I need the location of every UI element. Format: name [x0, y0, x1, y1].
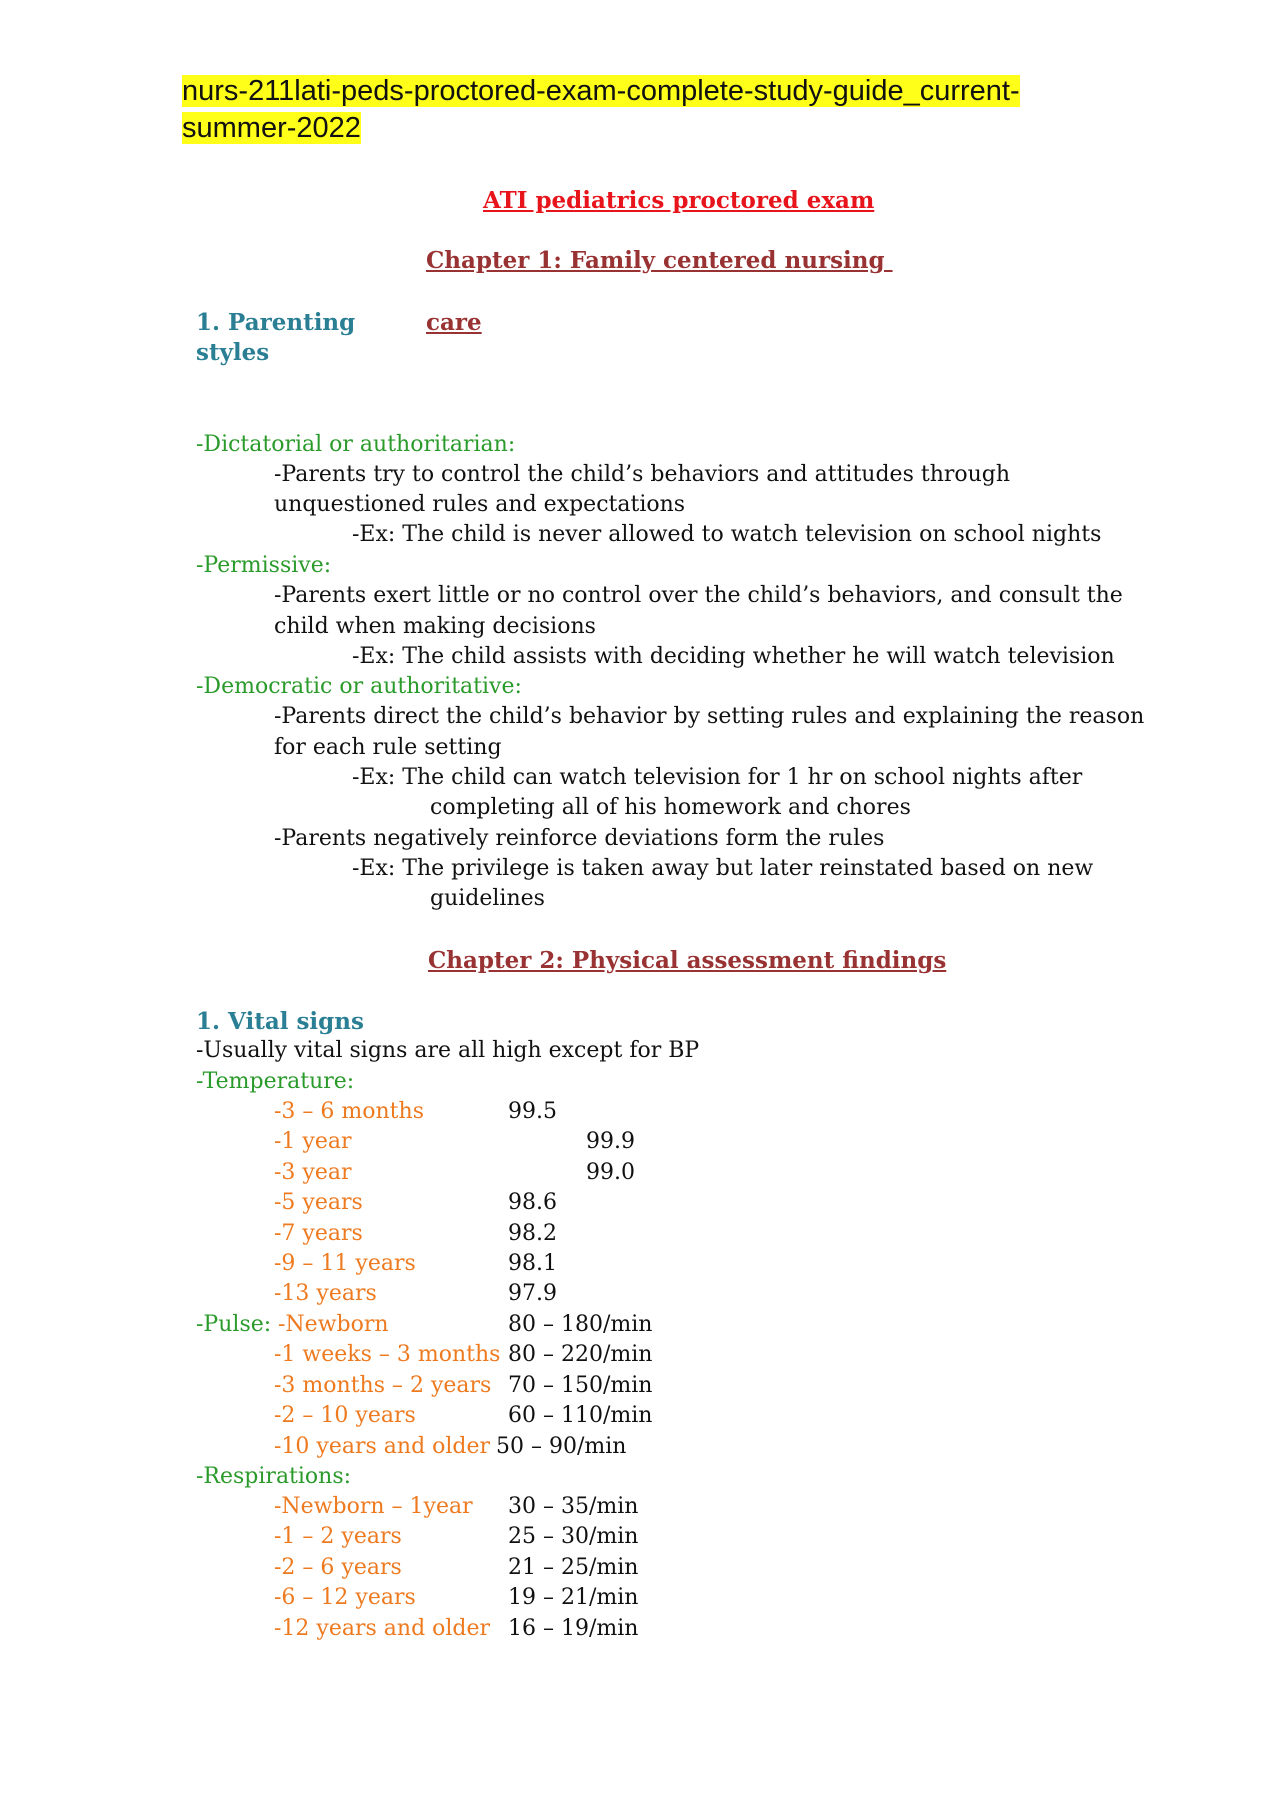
- temperature-value: 98.2: [508, 1221, 557, 1246]
- pulse-value: 70 – 150/min: [508, 1373, 653, 1398]
- temperature-age: -1 year: [274, 1129, 352, 1154]
- style-permissive-name: -Permissive:: [196, 553, 332, 578]
- document-title: ATI pediatrics proctored exam: [483, 187, 875, 214]
- style-authoritative-example2: -Ex: The privilege is taken away but later reinstated based on new: [352, 856, 1094, 881]
- style-permissive-desc: child when making decisions: [274, 614, 596, 639]
- style-permissive-example: -Ex: The child assists with deciding whether he will watch television: [352, 644, 1115, 669]
- chapter2-title: Chapter 2: Physical assessment findings: [428, 947, 947, 974]
- respirations-age: -1 – 2 years: [274, 1524, 402, 1549]
- pulse-value: 50 – 90/min: [496, 1434, 627, 1459]
- pulse-age: -3 months – 2 years: [274, 1373, 492, 1398]
- pulse-value: 80 – 180/min: [508, 1312, 653, 1337]
- respirations-value: 30 – 35/min: [508, 1494, 639, 1519]
- pulse-value: 80 – 220/min: [508, 1342, 653, 1367]
- file-label: nurs-211lati-peds-proctored-exam-complete-study-guide_current-summer-2022: [182, 75, 1020, 144]
- respirations-age: -2 – 6 years: [274, 1555, 402, 1580]
- style-authoritative-example: -Ex: The child can watch television for 1 hr on school nights after: [352, 765, 1083, 790]
- respirations-age: -12 years and older: [274, 1616, 491, 1641]
- pulse-age: -Newborn: [278, 1312, 389, 1337]
- pulse-age: -1 weeks – 3 months: [274, 1342, 501, 1367]
- pulse-label: -Pulse:: [196, 1312, 272, 1337]
- vital-signs-heading: 1. Vital signs: [196, 1008, 364, 1035]
- style-authoritative-desc2: -Parents negatively reinforce deviations form the rules: [274, 826, 885, 851]
- temperature-value: 99.0: [586, 1160, 635, 1185]
- style-authoritative-desc: -Parents direct the child’s behavior by setting rules and explaining the reason: [274, 704, 1145, 729]
- style-authoritarian-desc: -Parents try to control the child’s behaviors and attitudes through: [274, 462, 1011, 487]
- temperature-age: -13 years: [274, 1281, 377, 1306]
- pulse-age: -2 – 10 years: [274, 1403, 416, 1428]
- temperature-value: 99.5: [508, 1099, 557, 1124]
- temperature-age: -7 years: [274, 1221, 363, 1246]
- temperature-age: -3 year: [274, 1160, 352, 1185]
- respirations-label: -Respirations:: [196, 1464, 352, 1489]
- style-authoritative-example2: guidelines: [430, 886, 545, 911]
- respirations-age: -6 – 12 years: [274, 1585, 416, 1610]
- vital-signs-note: -Usually vital signs are all high except for BP: [196, 1038, 700, 1063]
- pulse-age: -10 years and older: [274, 1434, 491, 1459]
- temperature-age: -3 – 6 months: [274, 1099, 424, 1124]
- temperature-value: 98.6: [508, 1190, 557, 1215]
- chapter1-title: Chapter 1: Family centered nursing: [426, 247, 893, 274]
- respirations-age: -Newborn – 1year: [274, 1494, 473, 1519]
- style-authoritarian-desc: unquestioned rules and expectations: [274, 492, 686, 517]
- style-authoritative-example: completing all of his homework and chores: [430, 795, 911, 820]
- respirations-value: 16 – 19/min: [508, 1616, 639, 1641]
- pulse-value: 60 – 110/min: [508, 1403, 653, 1428]
- respirations-value: 19 – 21/min: [508, 1585, 639, 1610]
- temperature-value: 99.9: [586, 1129, 635, 1154]
- style-authoritative-name: -Democratic or authoritative:: [196, 674, 522, 699]
- temperature-value: 98.1: [508, 1251, 557, 1276]
- respirations-value: 21 – 25/min: [508, 1555, 639, 1580]
- parenting-styles-heading: 1. Parenting: [196, 309, 356, 336]
- parenting-styles-heading-continued: styles: [196, 339, 270, 366]
- temperature-age: -9 – 11 years: [274, 1251, 416, 1276]
- temperature-label: -Temperature:: [196, 1069, 355, 1094]
- style-authoritarian-name: -Dictatorial or authoritarian:: [196, 432, 516, 457]
- chapter1-title-continued: care: [426, 309, 482, 336]
- temperature-age: -5 years: [274, 1190, 363, 1215]
- style-authoritarian-example: -Ex: The child is never allowed to watch television on school nights: [352, 522, 1102, 547]
- style-authoritative-desc: for each rule setting: [274, 735, 502, 760]
- temperature-value: 97.9: [508, 1281, 557, 1306]
- style-permissive-desc: -Parents exert little or no control over the child’s behaviors, and consult the: [274, 583, 1123, 608]
- respirations-value: 25 – 30/min: [508, 1524, 639, 1549]
